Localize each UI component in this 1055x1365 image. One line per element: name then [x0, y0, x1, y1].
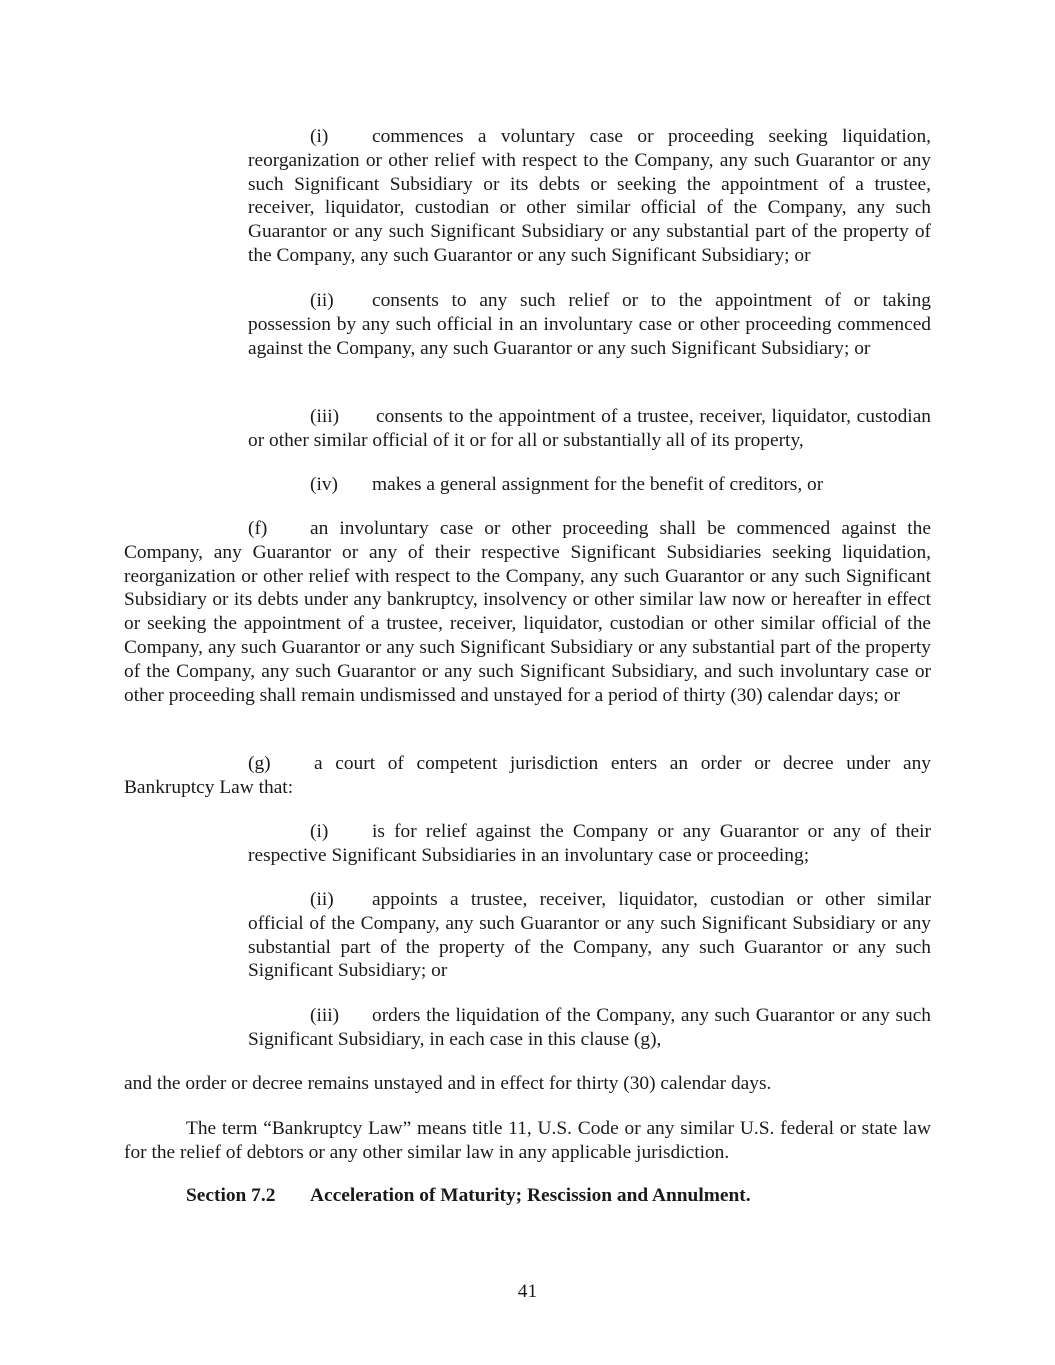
clause-number: (i) — [310, 821, 329, 842]
clause-text: orders the liquidation of the Company, any such Guarantor or any such Significant Subsidiary, in each case in this clause (g), — [248, 1005, 931, 1050]
clause-number: (i) — [310, 126, 329, 147]
clause-number: (iv) — [310, 474, 338, 495]
clause-text: consents to the appointment of a trustee, receiver, liquidator, custodian or other similar official of it or for all or substantially all of its property, — [248, 406, 931, 451]
clause-e-iii — [248, 405, 931, 453]
clause-number: (iii) — [310, 1005, 340, 1026]
clause-text: commences a voluntary case or proceeding seeking liquidation, reorganization or other relief with respect to the Company, any such Guarantor or any such Significant Subsidiary or its debts or seeking the appointment of a trustee, receiver, liquidator, custodian or other similar official of the Company, any such Guarantor or any such Significant Subsidiary or any substantial part of the property of the Company, any such Guarantor or any such Significant Subsidiary; or — [248, 126, 931, 266]
bankruptcy-law-definition: The term “Bankruptcy Law” means title 11, U.S. Code or any similar U.S. federal or state law for the relief of debtors or any other similar law in any applicable jurisdiction. — [124, 1118, 931, 1163]
clause-number: (iii) — [310, 406, 340, 427]
clause-g-iii — [248, 1004, 931, 1052]
clause-e-iv — [248, 473, 931, 497]
clause-number: (f) — [248, 518, 268, 539]
clause-number: (g) — [248, 753, 271, 774]
clause-text: appoints a trustee, receiver, liquidator, custodian or other similar official of the Company, any such Guarantor or any such Significant Subsidiary or any substantial part of the property of the Company, any such Guarantor or any such Significant Subsidiary; or — [248, 889, 931, 982]
clause-e-i — [248, 125, 931, 268]
clause-g — [124, 752, 931, 800]
clause-text: a court of competent jurisdiction enters an order or decree under any Bankruptcy Law that: — [124, 753, 931, 798]
section-heading — [186, 1184, 751, 1208]
section-number: Section 7.2 — [186, 1185, 276, 1206]
clause-text: makes a general assignment for the benefit of creditors, or — [372, 474, 824, 495]
section-title: Acceleration of Maturity; Rescission and Annulment. — [310, 1185, 751, 1206]
clause-number: (ii) — [310, 889, 334, 910]
page-number: 41 — [517, 1281, 538, 1302]
clause-text: consents to any such relief or to the appointment of or taking possession by any such official in an involuntary case or other proceeding commenced against the Company, any such Guarantor or any such Significant Subsidiary; or — [248, 290, 931, 359]
clause-g-i — [248, 820, 931, 868]
clause-text: an involuntary case or other proceeding shall be commenced against the Company, any Guarantor or any of their respective Significant Subsidiaries seeking liquidation, reorganization or other relief with respect to the Company, any such Guarantor or any such Significant Subsidiary or its debts under any bankruptcy, insolvency or other similar law now or hereafter in effect or seeking the appointment of a trustee, receiver, liquidator, custodian or other similar official of the Company, any such Guarantor or any such Significant Subsidiary or any substantial part of the property of the Company, any such Guarantor or any such Significant Subsidiary, and such involuntary case or other proceeding shall remain undismissed and unstayed for a period of thirty (30) calendar days; or — [124, 518, 931, 706]
clause-e-ii — [248, 289, 931, 360]
clause-f — [124, 517, 931, 707]
clause-text: is for relief against the Company or any Guarantor or any of their respective Significant Subsidiaries in an involuntary case or proceeding; — [248, 821, 931, 866]
closing-text: and the order or decree remains unstayed and in effect for thirty (30) calendar days. — [124, 1073, 772, 1094]
clause-number: (ii) — [310, 290, 334, 311]
clause-g-ii — [248, 888, 931, 983]
